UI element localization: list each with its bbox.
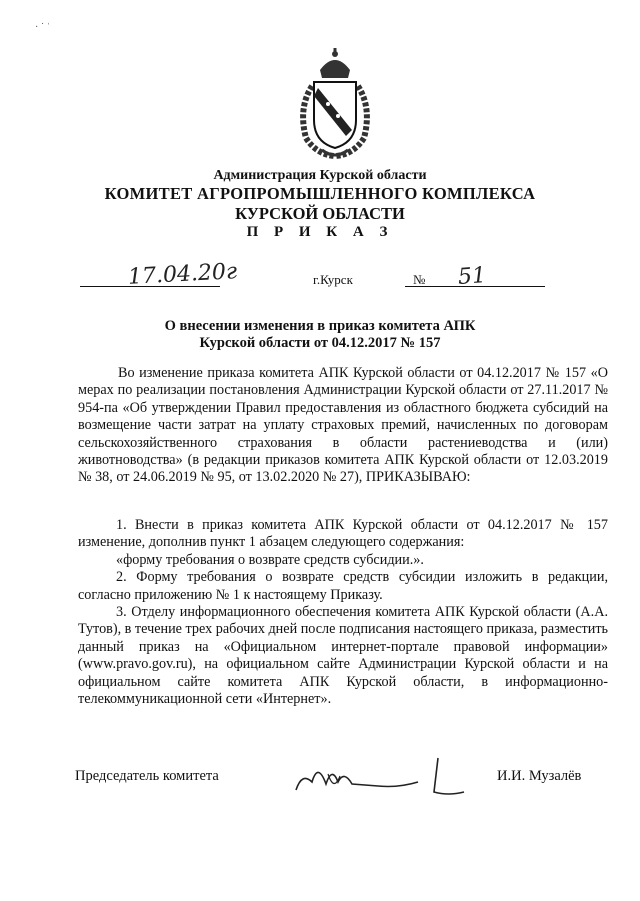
handwritten-number: 51 — [457, 263, 487, 290]
number-label: № — [413, 272, 426, 287]
order-title-line1: О внесении изменения в приказ комитета АПК — [164, 318, 476, 334]
city-label: г.Курск — [313, 272, 353, 287]
signatory-name: И.И. Музалёв — [497, 768, 582, 784]
handwritten-signature — [288, 752, 468, 802]
signatory-position: Председатель комитета — [75, 768, 219, 784]
item-1-quote: «форму требования о возврате средств субсидии.». — [116, 551, 424, 568]
scan-marks: · ˙ ˈ — [35, 22, 50, 33]
number-underline — [405, 286, 545, 287]
committee-name-line2: КУРСКОЙ ОБЛАСТИ — [235, 204, 405, 223]
item-2: 2. Форму требования о возврате средств субсидии изложить в редакции, согласно приложению № 1 к настоящему Приказу. — [78, 569, 608, 603]
item-3: 3. Отделу информационного обеспечения комитета АПК Курской области (А.А. Тутов), в течение трех рабочих дней после подписания настоящего приказа, разместить данный приказ на «Официальном интернет-портале правовой информации» (www.pravo.gov.ru), на официальном сайте Администрации Курской области и на официальном сайте комитета АПК Курской области, в информационно-телекоммуникационной сети «Интернет». — [78, 604, 608, 708]
date-underline — [80, 286, 220, 287]
coat-of-arms-emblem — [292, 48, 378, 160]
order-items — [78, 517, 608, 708]
preamble-paragraph — [78, 365, 608, 487]
administration-name: Администрация Курской области — [213, 168, 427, 183]
order-title-line2: Курской области от 04.12.2017 № 157 — [199, 335, 441, 351]
item-1: 1. Внести в приказ комитета АПК Курской области от 04.12.2017 № 157 изменение, дополнив пункт 1 абзацем следующего содержания: — [78, 517, 608, 551]
committee-name-line1: КОМИТЕТ АГРОПРОМЫШЛЕННОГО КОМПЛЕКСА — [104, 184, 536, 203]
handwritten-date: 17.04.20г — [127, 259, 238, 290]
preamble-text: Во изменение приказа комитета АПК Курской области от 04.12.2017 № 157 «О мерах по реализации постановления Администрации Курской области от 27.11.2017 № 954-па «Об утверждении Правил предоставления из областного бюджета субсидий на возмещение части затрат на уплату страховых премий, начисленных по договорам сельскохозяйственного страхования в области растениеводства и (или) животноводства» (в редакции приказов комитета АПК Курской области от 12.03.2019 № 38, от 24.06.2019 № 95, от 13.02.2020 № 27), ПРИКАЗЫВАЮ: — [78, 365, 608, 486]
document-type: П Р И К А З — [246, 224, 394, 240]
